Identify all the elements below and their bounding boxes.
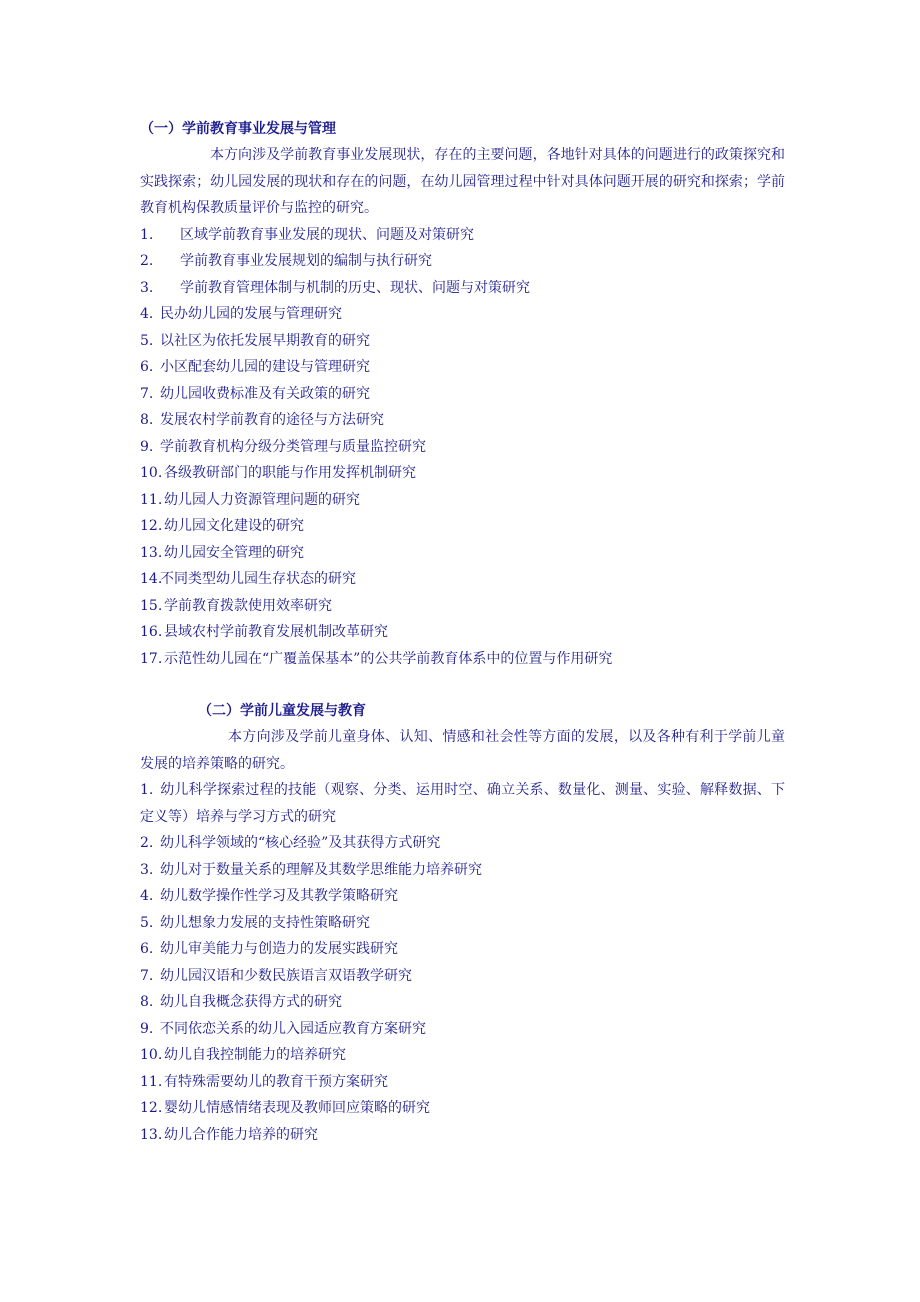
section-1-intro: 本方向涉及学前教育事业发展现状，存在的主要问题，各地针对具体的问题进行的政策探究和实践探索；幼儿园发展的现状和存在的问题，在幼儿园管理过程中针对具体问题开展的研究和探索；学前教育机构保教质量评价与监控的研究。 <box>140 147 785 216</box>
list-item: 6. 幼儿审美能力与创造力的发展实践研究 <box>140 941 398 957</box>
list-item: 2. 幼儿科学领域的“核心经验”及其获得方式研究 <box>140 835 441 851</box>
section-2-list <box>140 777 785 1148</box>
list-item: 13. 幼儿园安全管理的研究 <box>140 544 304 561</box>
list-item: 12. 婴幼儿情感情绪表现及教师回应策略的研究 <box>140 1100 430 1116</box>
section-heading-2: （二）学前儿童发展与教育 <box>198 703 366 719</box>
list-item: 5. 以社区为依托发展早期教育的研究 <box>140 332 370 349</box>
section-2-intro: 本方向涉及学前儿童身体、认知、情感和社会性等方面的发展，以及各种有利于学前儿童发展的培养策略的研究。 <box>140 729 785 772</box>
list-item: 7. 幼儿园收费标准及有关政策的研究 <box>140 385 370 402</box>
list-item: 6. 小区配套幼儿园的建设与管理研究 <box>140 359 370 375</box>
list-item: 1. 区域学前教育事业发展的现状、问题及对策研究 <box>140 226 474 243</box>
list-item: 13. 幼儿合作能力培养的研究 <box>140 1126 318 1143</box>
list-item: 3. 幼儿对于数量关系的理解及其数学思维能力培养研究 <box>140 861 482 878</box>
list-item: 12. 幼儿园文化建设的研究 <box>140 518 304 534</box>
list-item: 16. 县域农村学前教育发展机制改革研究 <box>140 624 388 640</box>
section-spacer <box>140 672 785 698</box>
section-heading-1: （一）学前教育事业发展与管理 <box>140 121 336 137</box>
list-item: 11. 幼儿园人力资源管理问题的研究 <box>140 491 360 508</box>
list-item: 10. 各级教研部门的职能与作用发挥机制研究 <box>140 465 416 481</box>
list-item: 8. 幼儿自我概念获得方式的研究 <box>140 994 342 1010</box>
list-item: 9. 学前教育机构分级分类管理与质量监控研究 <box>140 438 426 455</box>
list-item: 14.不同类型幼儿园生存状态的研究 <box>140 571 356 587</box>
list-item: 15. 学前教育拨款使用效率研究 <box>140 597 332 614</box>
list-item: 9. 不同依恋关系的幼儿入园适应教育方案研究 <box>140 1020 426 1037</box>
section-1-list <box>140 222 785 673</box>
list-item: 1. 幼儿科学探索过程的技能（观察、分类、运用时空、确立关系、数量化、测量、实验、解释数据、下定义等）培养与学习方式的研究 <box>140 782 785 825</box>
list-item: 4. 民办幼儿园的发展与管理研究 <box>140 306 342 322</box>
list-item: 11. 有特殊需要幼儿的教育干预方案研究 <box>140 1073 388 1090</box>
document-page <box>140 116 785 1148</box>
list-item: 7. 幼儿园汉语和少数民族语言双语教学研究 <box>140 967 412 984</box>
list-item: 17. 示范性幼儿园在“广覆盖保基本”的公共学前教育体系中的位置与作用研究 <box>140 650 613 667</box>
list-item: 3. 学前教育管理体制与机制的历史、现状、问题与对策研究 <box>140 279 530 296</box>
list-item: 10. 幼儿自我控制能力的培养研究 <box>140 1047 346 1063</box>
list-item: 4. 幼儿数学操作性学习及其教学策略研究 <box>140 888 398 904</box>
list-item: 5. 幼儿想象力发展的支持性策略研究 <box>140 914 370 931</box>
list-item: 2. 学前教育事业发展规划的编制与执行研究 <box>140 253 432 269</box>
list-item: 8. 发展农村学前教育的途径与方法研究 <box>140 412 384 428</box>
